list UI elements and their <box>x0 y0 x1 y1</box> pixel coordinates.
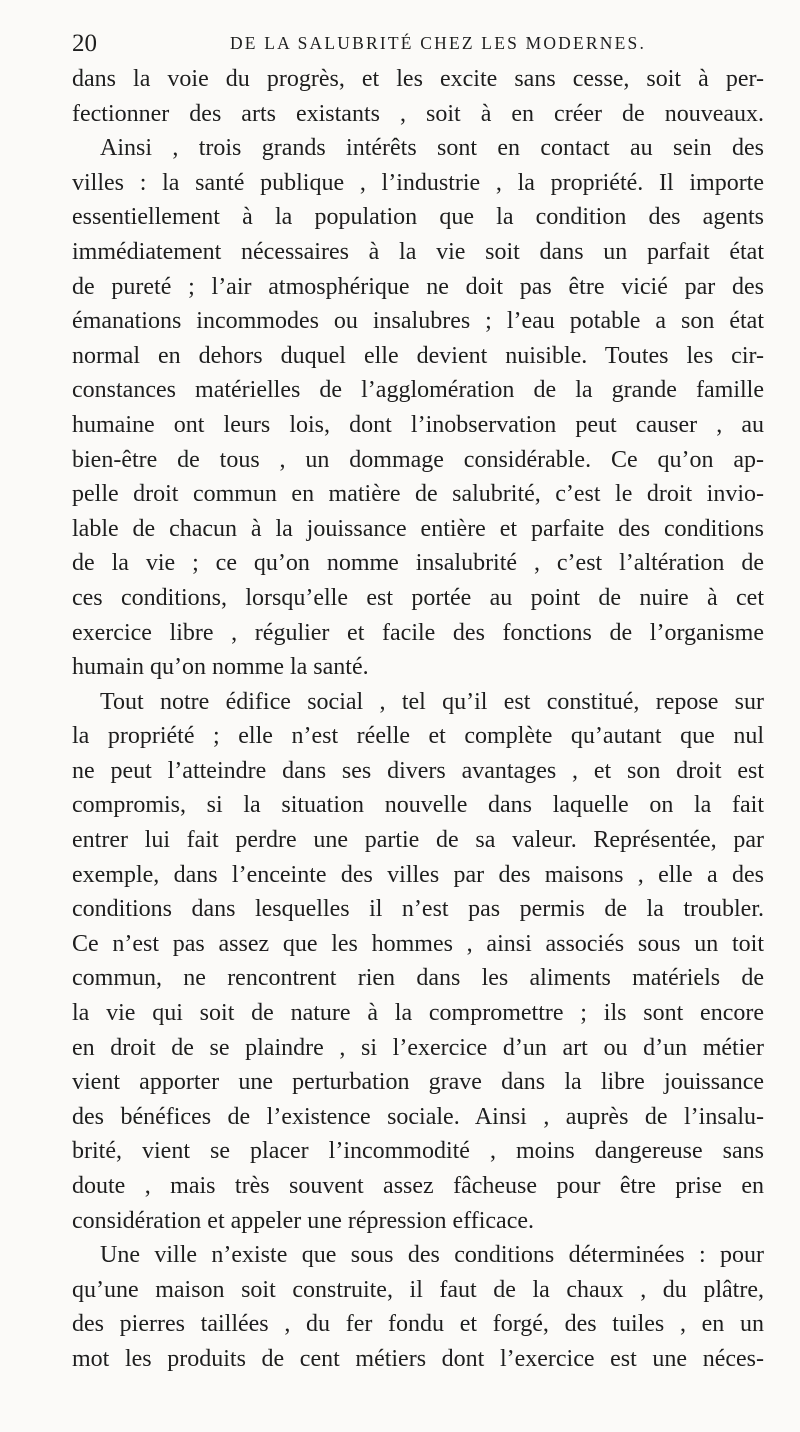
text-line: la vie qui soit de nature à la compromettre ; ils sont encore <box>72 1000 764 1027</box>
body-text <box>72 62 764 1377</box>
text-line: immédiatement nécessaires à la vie soit dans un parfait état <box>72 238 764 265</box>
text-line: mot les produits de cent métiers dont l’exercice est une néces- <box>72 1345 764 1372</box>
text-line: ces conditions, lorsqu’elle est portée au point de nuire à cet <box>72 584 764 611</box>
running-head-title: DE LA SALUBRITÉ CHEZ LES MODERNES. <box>229 33 647 53</box>
text-line: Tout notre édifice social , tel qu’il est constitué, repose sur <box>100 688 764 715</box>
text-line: dans la voie du progrès, et les excite sans cesse, soit à per- <box>72 66 764 92</box>
text-line: des pierres taillées , du fer fondu et forgé, des tuiles , en un <box>72 1311 764 1338</box>
running-head <box>72 26 764 58</box>
text-line: des bénéfices de l’existence sociale. Ainsi , auprès de l’insalu- <box>72 1103 764 1130</box>
text-line: de pureté ; l’air atmosphérique ne doit pas être vicié par des <box>72 273 764 300</box>
text-line: considération et appeler une répression efficace. <box>72 1207 534 1234</box>
text-line: doute , mais très souvent assez fâcheuse pour être prise en <box>72 1173 764 1199</box>
text-line: exemple, dans l’enceinte des villes par des maisons , elle a des <box>72 861 764 888</box>
text-line: bien-être de tous , un dommage considérable. Ce qu’on ap- <box>72 446 764 473</box>
text-line: qu’une maison soit construite, il faut de la chaux , du plâtre, <box>72 1276 764 1303</box>
text-line: ne peut l’atteindre dans ses divers avantages , et son droit est <box>72 757 764 784</box>
text-line: entrer lui fait perdre une partie de sa valeur. Représentée, par <box>72 827 764 854</box>
text-line: Ce n’est pas assez que les hommes , ainsi associés sous un toit <box>72 930 764 957</box>
text-line: compromis, si la situation nouvelle dans laquelle on la fait <box>72 792 764 819</box>
text-line: commun, ne rencontrent rien dans les aliments matériels de <box>72 965 764 992</box>
text-line: constances matérielles de l’agglomération de la grande famille <box>72 377 764 404</box>
text-line: humain qu’on nomme la santé. <box>72 654 369 681</box>
text-line: conditions dans lesquelles il n’est pas permis de la troubler. <box>72 896 764 923</box>
text-line: villes : la santé publique , l’industrie , la propriété. Il importe <box>72 169 764 196</box>
text-line: en droit de se plaindre , si l’exercice d’un art ou d’un métier <box>72 1034 764 1061</box>
text-line: fectionner des arts existants , soit à en créer de nouveaux. <box>72 100 764 127</box>
page-number: 20 <box>72 30 97 57</box>
text-line: Une ville n’existe que sous des conditions déterminées : pour <box>100 1242 764 1269</box>
text-line: émanations incommodes ou insalubres ; l’eau potable a son état <box>72 308 764 335</box>
text-line: normal en dehors duquel elle devient nuisible. Toutes les cir- <box>72 342 764 369</box>
text-line: vient apporter une perturbation grave dans la libre jouissance <box>72 1069 764 1096</box>
text-line: exercice libre , régulier et facile des fonctions de l’organisme <box>72 619 764 646</box>
text-line: Ainsi , trois grands intérêts sont en contact au sein des <box>100 135 764 162</box>
text-line: brité, vient se placer l’incommodité , moins dangereuse sans <box>72 1138 764 1165</box>
text-line: la propriété ; elle n’est réelle et complète qu’autant que nul <box>72 723 764 750</box>
text-line: de la vie ; ce qu’on nomme insalubrité , c’est l’altération de <box>72 550 764 577</box>
text-line: pelle droit commun en matière de salubrité, c’est le droit invio- <box>72 481 764 508</box>
text-line: humaine ont leurs lois, dont l’inobservation peut causer , au <box>72 411 764 438</box>
text-line: essentiellement à la population que la condition des agents <box>72 204 764 231</box>
text-line: lable de chacun à la jouissance entière et parfaite des conditions <box>72 515 764 542</box>
